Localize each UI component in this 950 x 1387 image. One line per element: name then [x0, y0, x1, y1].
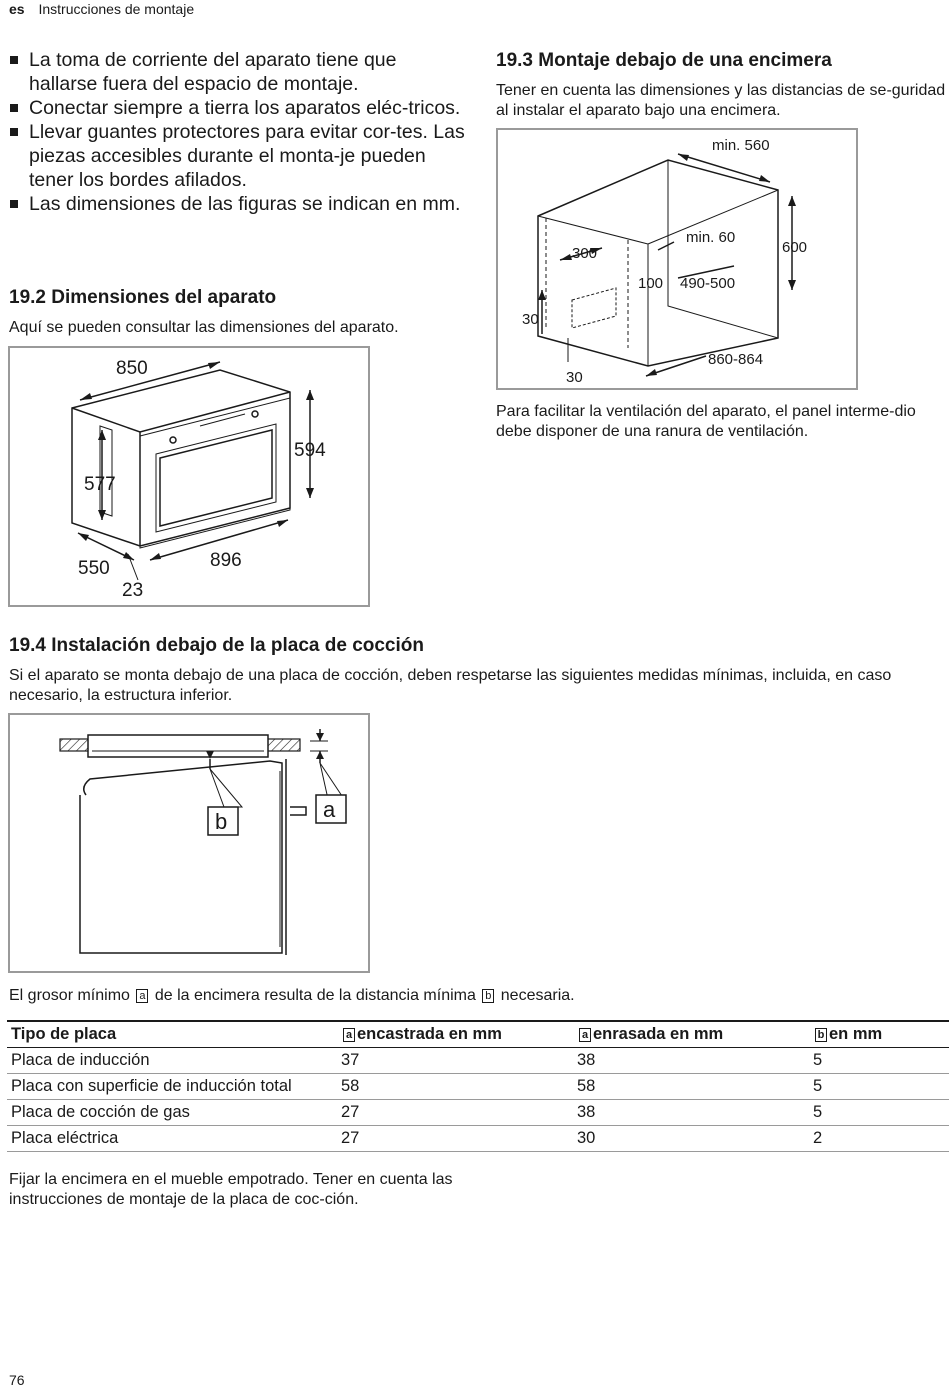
dim-100: 100: [638, 275, 664, 292]
section-19-4-title: 19.4 Instalación debajo de la placa de cocción: [9, 635, 424, 656]
countertop-installation-drawing: [498, 130, 856, 388]
countertop-installation-figure: [496, 128, 858, 390]
ventilation-note: Para facilitar la ventilación del aparato, el panel interme-dio debe disponer de una ranura de ventilación.: [496, 403, 916, 440]
hob-thickness-table: [7, 1020, 949, 1152]
bullet-square-icon: [10, 56, 18, 64]
appliance-dimensions-drawing: [10, 348, 368, 605]
bullet-square-icon: [10, 200, 18, 208]
dim-550: 550: [78, 558, 110, 579]
section-19-2-title: 19.2 Dimensiones del aparato: [9, 287, 277, 308]
appliance-dimensions-figure: [8, 346, 370, 607]
table-row: Placa con superficie de inducción total 58 58 5: [7, 1073, 949, 1099]
table-row: Placa eléctrica 27 30 2: [7, 1125, 949, 1151]
hob-installation-figure: [8, 713, 370, 973]
label-a: a: [323, 797, 336, 822]
key-b-badge: b: [482, 989, 494, 1003]
section-19-3-text: Tener en cuenta las dimensiones y las distancias de se-guridad al instalar el aparato bajo una encimera.: [496, 82, 946, 119]
key-b-badge: b: [815, 1028, 827, 1042]
key-a-badge: a: [136, 989, 148, 1003]
table-row: Placa de cocción de gas 27 38 5: [7, 1099, 949, 1125]
dim-30-bottom: 30: [566, 369, 583, 386]
thickness-caption: El grosor mínimo a de la encimera resulta de la distancia mínima b necesaria.: [9, 987, 575, 1004]
col-header-type: Tipo de placa: [7, 1021, 337, 1047]
footer-instruction: Fijar la encimera en el mueble empotrado. Tener en cuenta las instrucciones de montaje de la placa de coc-ción.: [9, 1171, 453, 1208]
dim-600: 600: [782, 239, 808, 256]
dim-896: 896: [210, 550, 242, 571]
page-number: 76: [9, 1372, 25, 1387]
bullet-square-icon: [10, 104, 18, 112]
hob-installation-drawing: [10, 715, 368, 971]
label-b: b: [215, 809, 228, 834]
key-a-badge: a: [579, 1028, 591, 1042]
col-header-distance: b en mm: [809, 1021, 949, 1047]
dim-850: 850: [116, 358, 148, 379]
page-header: [9, 0, 194, 18]
section-19-2-text: Aquí se pueden consultar las dimensiones del aparato.: [9, 319, 399, 336]
key-a-badge: a: [343, 1028, 355, 1042]
dim-594: 594: [294, 440, 326, 461]
dim-min-560: min. 560: [712, 137, 770, 154]
safety-bullet-list: [9, 48, 469, 216]
col-header-flush-mounted: a encastrada en mm: [337, 1021, 573, 1047]
table-header-row: [7, 1021, 949, 1047]
dim-30-side: 30: [522, 311, 539, 328]
dim-min-60: min. 60: [686, 229, 736, 246]
col-header-flush: a enrasada en mm: [573, 1021, 809, 1047]
language-tag: es: [9, 1, 25, 17]
dim-490-500: 490-500: [680, 275, 736, 292]
bullet-item: Las dimensiones de las figuras se indican en mm.: [9, 192, 469, 216]
section-19-3-title: 19.3 Montaje debajo de una encimera: [496, 50, 832, 71]
dim-860-864: 860-864: [708, 351, 764, 368]
header-title: Instrucciones de montaje: [38, 1, 195, 17]
bullet-item: Llevar guantes protectores para evitar cor-tes. Las piezas accesibles durante el monta-je pueden tener los bordes afilados.: [9, 120, 469, 192]
bullet-item: Conectar siempre a tierra los aparatos eléc-tricos.: [9, 96, 469, 120]
table-row: Placa de inducción 37 38 5: [7, 1047, 949, 1073]
dim-23: 23: [122, 580, 144, 601]
dim-577: 577: [84, 474, 116, 495]
section-19-4-text: Si el aparato se monta debajo de una placa de cocción, deben respetarse las siguientes medidas mínimas, incluida, en caso necesario, la estructura inferior.: [9, 667, 892, 704]
dim-300: 300: [572, 245, 598, 262]
bullet-item: La toma de corriente del aparato tiene que hallarse fuera del espacio de montaje.: [9, 48, 469, 96]
bullet-square-icon: [10, 128, 18, 136]
